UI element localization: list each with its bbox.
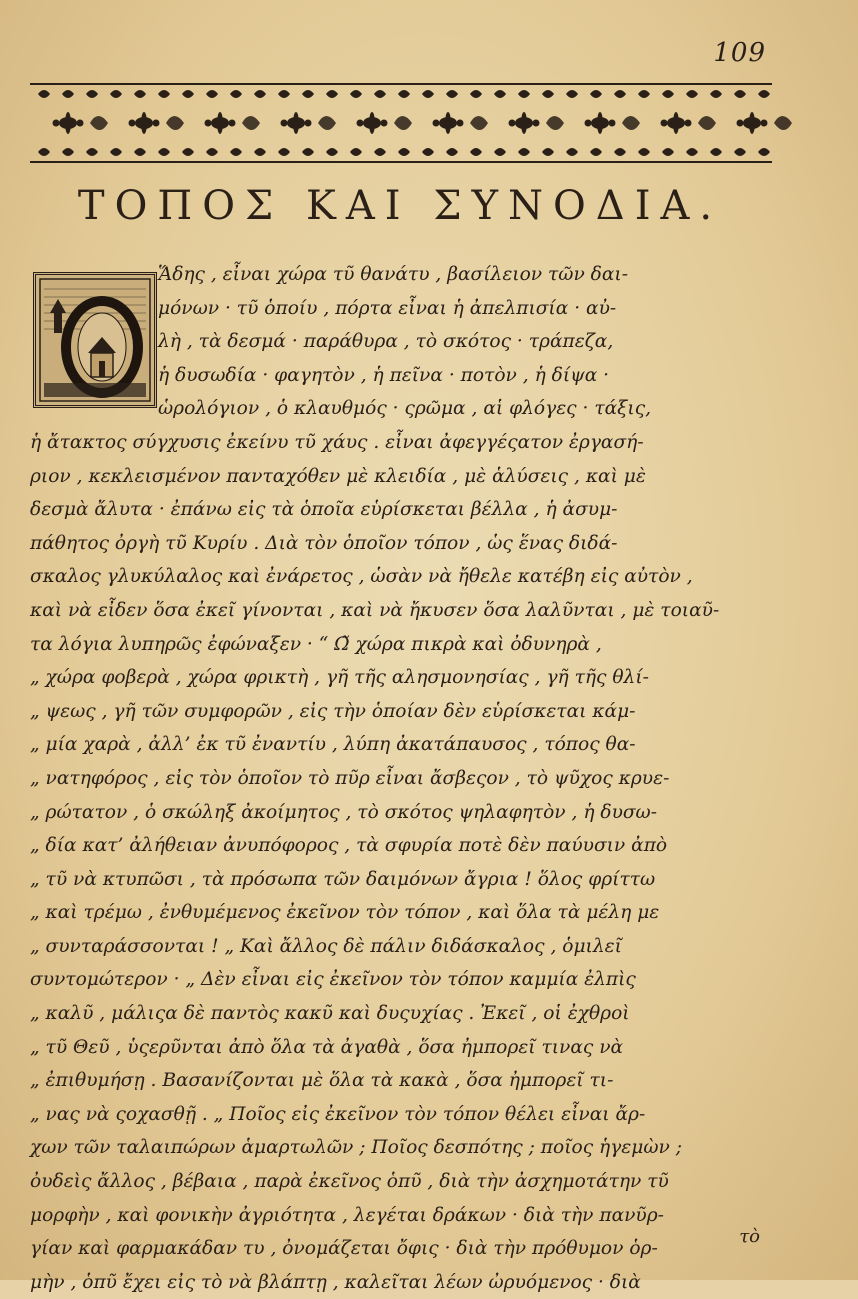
text-line: χων τῶν ταλαιπώρων ἁμαρτωλῶν ; Ποῖος δεσπότης ; ποῖος ἡγεμὼν ;: [30, 1137, 682, 1159]
text-line: „ χώρα φοβερὰ , χώρα φρικτὴ , γῆ τῆς αλησμονησίας , γῆ τῆς θλί-: [30, 667, 649, 689]
text-line: τα λόγια λυπηρῶς ἐφώναξεν · “ Ω̃ χώρα πικρὰ καὶ ὀδυνηρὰ ,: [30, 633, 602, 655]
catchword: τὸ: [739, 1226, 760, 1247]
text-line: „ ἐπιθυμήσῃ . Βασανίζονται μὲ ὅλα τὰ κακὰ , ὅσα ἠμπορεῖ τι-: [30, 1070, 614, 1092]
page-number: 109: [713, 38, 766, 68]
text-line: ριον , κεκλεισμένον πανταχόθεν μὲ κλειδία , μὲ ἁλύσεις , καὶ μὲ: [30, 465, 646, 487]
text-line: συντομώτερον · „ Δὲν εἶναι εἰς ἐκεῖνον τὸν τόπον καμμία ἐλπὶς: [30, 969, 636, 991]
text-line: „ συνταράσσονται ! „ Καὶ ἄλλος δὲ πάλιν διδάσκαλος , ὁμιλεῖ: [30, 935, 622, 957]
text-line: ὡρολόγιον , ὁ κλαυθμός · ςρῶμα , αἱ φλόγες · τάξις,: [158, 398, 652, 420]
text-line: μορφὴν , καὶ φονικὴν ἀγριότητα , λεγέται δράκων · διὰ τὴν πανῦρ-: [30, 1204, 664, 1226]
text-line: ἡ δυσωδία · φαγητὸν , ἡ πεῖνα · ποτὸν , ἡ δίψα ·: [158, 364, 610, 386]
text-line: δεσμὰ ἄλυτα · ἐπάνω εἰς τὰ ὁποῖα εὑρίσκεται βέλλα , ἡ ἀσυμ-: [30, 499, 618, 521]
text-line: λὴ , τὰ δεσμά · παράθυρα , τὸ σκότος · τράπεζα,: [158, 331, 614, 353]
text-line: ὀυδεὶς ἄλλος , βέβαια , παρὰ ἐκεῖνος ὁπῦ , διὰ τὴν ἀσχημοτάτην τῦ: [30, 1171, 669, 1193]
text-line: γίαν καὶ φαρμακάδαν τυ , ὀνομάζεται ὄφις · διὰ τὴν πρόθυμον ὁρ-: [30, 1238, 658, 1260]
text-line: „ τῦ Θεῦ , ὑςερῦνται ἀπὸ ὅλα τὰ ἀγαθὰ , ὅσα ἠμπορεῖ τινας νὰ: [30, 1036, 624, 1058]
text-line: πάθητος ὀργὴ τῦ Κυρίυ . Διὰ τὸν ὁποῖον τόπον , ὡς ἕνας διδά-: [30, 532, 618, 554]
text-line: καὶ νὰ εἶδεν ὅσα ἐκεῖ γίνονται , καὶ νὰ ἤκυσεν ὅσα λαλῦνται , μὲ τοιαῦ-: [30, 599, 720, 621]
text-line: „ ψεως , γῆ τῶν συμφορῶν , εἰς τὴν ὁποίαν δὲν εὑρίσκεται κάμ-: [30, 700, 636, 722]
text-line: „ δία κατ’ ἀλήθειαν ἀνυπόφορος , τὰ σφυρία ποτὲ δὲν παύυσιν ἀπὸ: [30, 835, 668, 857]
text-line: σκαλος γλυκύλαλος καὶ ἐνάρετος , ὡσὰν νὰ ἤθελε κατέβη εἰς αὐτὸν ,: [30, 566, 693, 588]
text-line: ἡ ἄτακτος σύγχυσις ἐκείνυ τῦ χάυς . εἶναι ἀφεγγέςατον ἐργασή-: [30, 431, 644, 453]
text-line: „ νατηφόρος , εἰς τὸν ὁποῖον τὸ πῦρ εἶναι ἄσβεςον , τὸ ψῦχος κρυε-: [30, 767, 670, 789]
chapter-title: ΤΟΠΟΣ ΚΑΙ ΣΥΝΟΔΙΑ.: [77, 183, 723, 229]
text-line: „ τῦ νὰ κτυπῶσι , τὰ πρόσωπα τῶν δαιμόνων ἄγρια ! ὅλος φρίττω: [30, 868, 656, 890]
text-line: „ καλῦ , μάλιςα δὲ παντὸς κακῦ καὶ δυςυχίας . Ἐκεῖ , οἱ ἐχθροὶ: [30, 1003, 630, 1025]
ornamental-header-band: [30, 82, 772, 164]
text-line: „ μία χαρὰ , ἀλλ’ ἐκ τῦ ἐναντίυ , λύπη ἀκατάπαυσος , τόπος θα-: [30, 734, 636, 756]
text-line: „ καὶ τρέμω , ἐνθυμέμενος ἐκεῖνον τὸν τόπον , καὶ ὅλα τὰ μέλη με: [30, 902, 660, 924]
text-line: μὴν , ὁπῦ ἔχει εἰς τὸ νὰ βλάπτῃ , καλεῖται λέων ὠρυόμενος · διὰ: [30, 1271, 641, 1293]
text-line: μόνων · τῦ ὁποίυ , πόρτα εἶναι ἡ ἀπελπισία · αὐ-: [158, 297, 617, 319]
text-line: „ ρώτατον , ὁ σκώληξ ἀκοίμητος , τὸ σκότος ψηλαφητὸν , ἡ δυσω-: [30, 801, 658, 823]
text-line: „ νας νὰ ςοχασθῇ . „ Ποῖος εἰς ἐκεῖνον τὸν τόπον θέλει εἶναι ἄρ-: [30, 1103, 646, 1125]
body-text: [30, 258, 775, 1299]
text-line: Ἅδης , εἶναι χώρα τῦ θανάτυ , βασίλειον τῶν δαι-: [158, 264, 628, 285]
